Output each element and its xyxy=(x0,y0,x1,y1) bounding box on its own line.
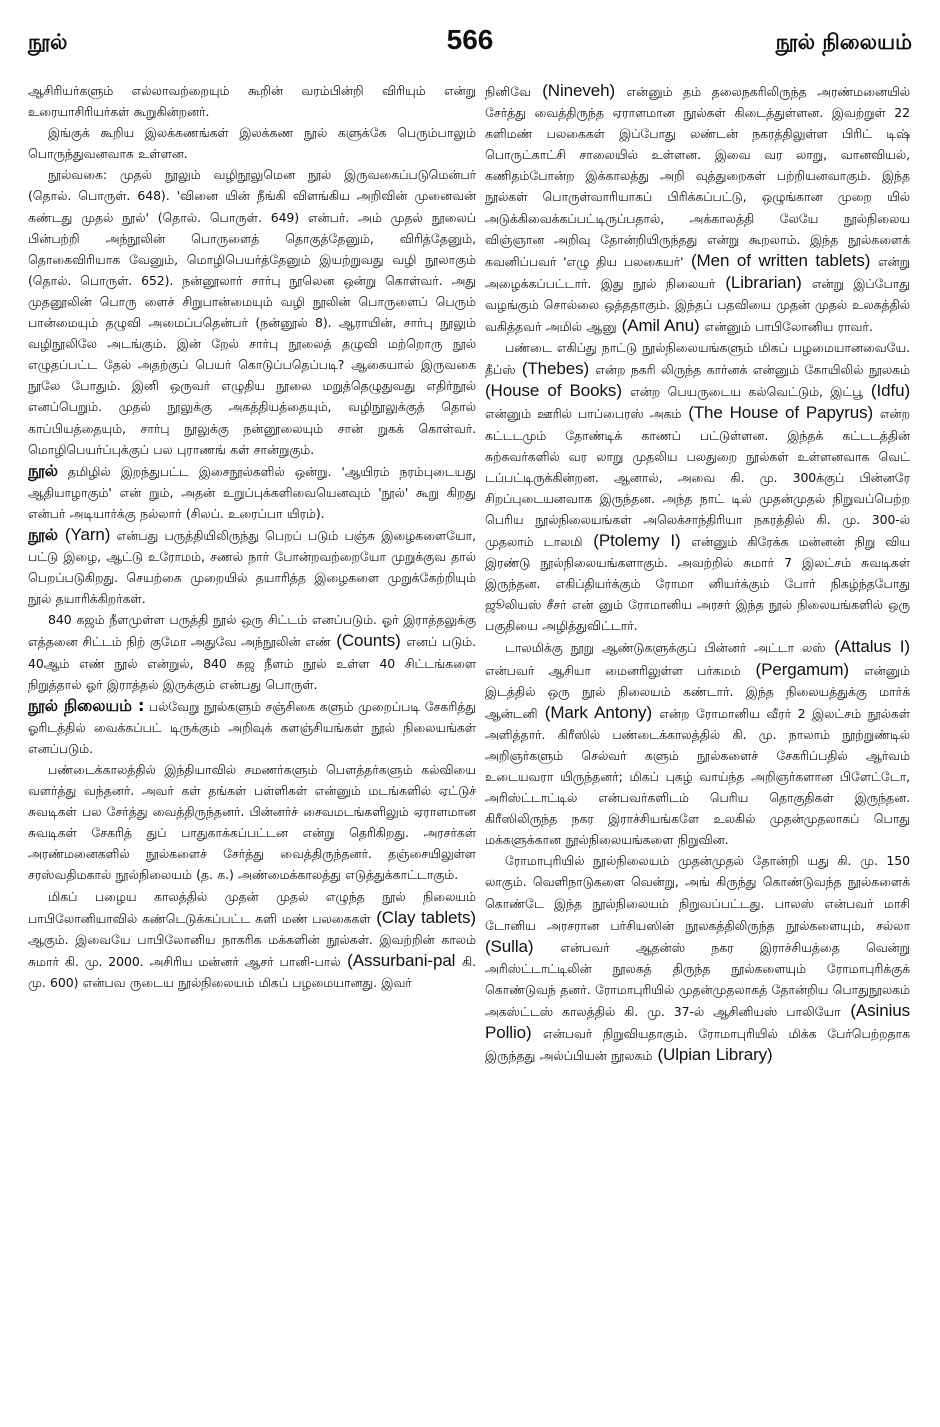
paragraph xyxy=(28,609,476,694)
paragraph: பண்டைக்காலத்தில் இந்தியாவில் சமணர்களும் பௌத்தர்களும் கல்வியை வளர்த்து வந்தனர். அவர் கள் தங்கள் பள்ளிகள் என்னும் மடங்களில் ஏட்டுச் சுவடிகள் பல சேர்த்து வைத்திருந்தனர். பின்னர்ச் சைவமடங்களிலும் ஏராளமான சுவடிகள் சேகரித் துப் பாதுகாக்கப்பட்டன என்று தெரிகிறது. அரசர்கள் அரண்மனைகளில் நூல்களைச் சேர்த்து வைத்திருந்தனர். தஞ்சையிலுள்ள சரஸ்வதிமகால் நூல்நிலையம் (த. க.) அண்மைக்காலத்து எடுத்துக்காட்டாகும். xyxy=(28,762,476,883)
text-run: என்ற கட்டடமும் தோண்டிக் காணப் பட்டுள்ளன. இந்தக் கட்டடத்தின் சுற்சுவர்களில் வர லாறு முதலிய பலதுறை நூல்கள் உள்ளனவாக வெட் டப்பட்டிருக்கின்றன. ஆனால், அவை கி. மு. 300க்குப் பின்னரே சிறப்புடையனவாக இருந்தன. அந்த நாட் டில் முதன்முதல் நிறுவப்பெற்ற பெரிய நூல்நிலையங்கள் அலெக்சாந்திரியா நகரத்தில் கி. மு. 300-ல் முதலாம் டாலமி xyxy=(485,406,910,549)
text-run: என்று இப்போது வழங்கும் சொல்லை ஒத்ததாகும். இந்தப் பதவியை முதன் முதல் உலகத்தில் வகித்தவர் அமில் ஆனு xyxy=(485,275,910,335)
text-run: நினிவே xyxy=(485,84,531,99)
latin-term: (Yarn) xyxy=(57,524,111,544)
latin-term: (Assurbani-pal xyxy=(340,950,462,970)
text-run: என்னும் ஊரில் பாப்பைரஸ் அகம் xyxy=(485,406,682,422)
paragraph: இங்குக் கூறிய இலக்கணங்கள் இலக்கண நூல் களுக்கே பெரும்பாலும் பொருந்துவனவாக உள்ளன. xyxy=(28,125,476,162)
text-run: 840 கஜம் நீளமுள்ள பருத்தி நூல் ஒரு சிட்டம் எனப்படும். ஓர் இராத்தலுக்கு எத்தனை சிட்டம் நிற் குமோ அதுவே அந்நூலின் எண் xyxy=(28,612,476,650)
latin-term: (Clay tablets) xyxy=(370,907,476,927)
text-run: என்பவர் நிறுவியதாகும். ரோமாபுரியில் மிக்க பேர்பெற்றதாக இருந்தது அல்ப்பியன் நூலகம் xyxy=(485,1026,910,1064)
latin-term: (Ptolemy I) xyxy=(582,530,692,550)
entry-headword: நூல் xyxy=(28,524,58,544)
latin-term: (House of Books) xyxy=(485,381,631,401)
text-run: கி. மு. 600) என்பவ ருடைய நூல்நிலையம் மிகப் பழமையானது. இவர் xyxy=(28,953,476,990)
text-run: என்ற ரோமானிய வீரர் 2 இலட்சம் நூல்கள் அளித்தார். கிரீஸில் பண்டைக்காலத்தில் கி. மு. நாலாம் நூற்றுண்டில் அறிஞர்களும் செல்வர் களும் நூல்களைச் சேகரிப்பதில் ஆர்வம் உடையவரா யிருந்தனர்; மிகப் புகழ் வாய்ந்த அறிஞர்களான பிளேட்டோ, அரிஸ்ட்டாட்டில் என்பவர்களிடம் பெரிய தொகுதிகள் இருந்தன. கிரீஸிலிருந்த நகர இராச்சியங்களே உலகில் முதன்முதலாகப் பொது மக்களுக்கான நூல்நிலையங்களை நிறுவின. xyxy=(485,705,910,848)
right-column xyxy=(485,80,910,1415)
entry-library xyxy=(28,695,476,759)
latin-term: (Men of written tablets) xyxy=(683,250,878,270)
latin-term: (Nineveh) xyxy=(530,81,627,100)
text-run: என்னும் தம் தலைநகரிலிருந்த அரண்மனையில் சேர்த்து வைத்திருந்த ஏராளமான நூல்கள் கிடைத்துள்ளன. இவற்றுள் 22 களிமண் பலகைகள் இப்போது லண்டன் நகரத்திலுள்ள பிரிட் டிஷ் பொருட்காட்சி சாலையில் உள்ளன. இவை வர லாறு, வானவியல், கணிதம்போன்ற இக்காலத்து அறி வுத்துறைகள் பற்றியனவாகும். இந்த நூல்கள் பொருள்வாரியாகப் பிரிக்கப்பட்டு, ஒழுங்கான முறை யில் அடுக்கிவைக்கப்பட்டிருப்பதால், அக்காலத்தி லேயே நூல்நிலைய விஞ்ஞான அறிவு தோன்றியிருந்தது என்று கூறலாம். இந்த நூல்களைக் கவனிப்பவர் 'எழு திய பலகையர்' xyxy=(485,84,910,269)
latin-term: (Asinius Pollio) xyxy=(485,1001,910,1043)
text-run: மிகப் பழைய காலத்தில் முதன் முதல் எழுந்த நூல் நிலையம் பாபிலோனியாவில் கண்டெடுக்கப்பட்ட களி மண் பலகைகள் xyxy=(28,888,476,926)
text-run: என்ற பெயருடைய கல்வெட்டும், இட்பூ xyxy=(630,384,863,400)
text-run: என்னும் கிரேக்க மன்னன் நிறு விய இரண்டு நூல்நிலையங்களாகும். அவற்றில் சுமார் 7 இலட்சம் சுவடிகள் இருந்தன. எகிப்தியர்க்கும் ரோமா னியர்க்கும் போர் நிகழ்ந்தபோது ஜூலியஸ் சீசர் என் னும் ரோமானிய அரசர் இந்த நூல் நிலையங்களில் ஒரு பகுதியை அழித்துவிட்டார். xyxy=(485,533,910,634)
text-run: எனப் படும். 40ஆம் எண் நூல் என்றுல், 840 கஜ நீளம் நூல் உள்ள 40 சிட்டங்களை நிறுத்தால் ஓர் இராத்தல் இருக்கும் என்பது பொருள். xyxy=(28,634,476,692)
latin-term: (Ulpian Library) xyxy=(652,1045,773,1065)
latin-term: (Sulla) xyxy=(485,936,561,956)
running-header xyxy=(28,22,912,58)
text-run: ரோமாபுரியில் நூல்நிலையம் முதன்முதல் தோன்றி யது கி. மு. 150 லாகும். வெளிநாடுகளை வென்று, அங் கிருந்து கொண்டுவந்த நூல்களைக் கொண்டே இந்த நூல்நிலையம் நிறுவப்பட்டது. பாலஸ் என்பவர் மாசி டோனிய அரசரான பர்சியஸின் நூலகத்திலிருந்த நூல்களையும், சல்லா xyxy=(485,853,910,933)
left-column xyxy=(28,80,476,1415)
text-run: ஆகும். இவையே பாபிலோனிய நாகரிக மக்களின் நூல்கள். இவற்றின் காலம் சுமார் கி. மு. 2000. அசிரிய மன்னர் ஆசர் பானி-பால் xyxy=(28,931,476,969)
latin-term: (Librarian) xyxy=(715,272,812,292)
latin-term: (Idfu) xyxy=(862,381,910,401)
latin-term: (Mark Antony) xyxy=(537,702,660,722)
latin-term: (Attalus I) xyxy=(825,637,910,657)
entry-nool-music xyxy=(28,460,476,524)
right-running-head: நூல் நிலையம் xyxy=(775,30,912,54)
left-running-head: நூல் xyxy=(28,30,68,54)
entry-headword: நூல் நிலையம் : xyxy=(28,695,145,715)
text-run: என்னும் பாபிலோனிய ராவர். xyxy=(704,319,873,335)
entry-nool-yarn xyxy=(28,524,476,609)
text-run: என்று அழைக்கப்பட்டார். இது நூல் நிலையர் xyxy=(485,253,910,291)
text-run: என்னும் இடத்தில் ஒரு நூல் நிலையம் கண்டார். இந்த நிலையத்துக்கு மார்க் ஆன்டனி xyxy=(485,662,910,721)
paragraph: நூல்வகை: முதல் நூலும் வழிநூலுமென நூல் இருவகைப்படுமென்பர் (தொல். பொருள். 648). 'வினை யின் நீங்கி விளங்கிய அறிவின் முனைவன் கண்டது முதல் நூல்' (தொல். பொருள். 649) என்பர். அம் முதல் நூலைப் பின்பற்றி அந்நூலின் பொருளைத் தொகுத்தேனும், விரித்தேனும், தொகைவிரியாக வேனும், மொழிபெயர்த்தேனும் இயற்றுவது வழி நூலாகும் (தொல். பொருள். 652). நன்னூலார் சார்பு நூலென ஒன்று கொள்வர். அது முதனூலின் பொரு ளைச் சிறுபான்மையும் வழி நூலின் பொருளைப் பெரும் பான்மையும் தழுவி அமைப்பதென்பர் (நன்னூல் 8). ஆராயின், சார்பு நூலும் வழிநூலிலே அடங்கும். இன் றேல் சார்பு நூலைத் தழுவி மற்றொரு நூல் எழுதப்பட்ட தேல் அதற்குப் பெயர் கொடுப்பதெப்படி? ஆகையால் இருவகை நூலே போதும். இனி ஒருவர் எழுதிய நூலை மறுத்தெழுதுவது எதிர்நூல் எனப்பெறும். முதல் நூலுக்கு அகத்தியத்தையும், வழிநூலுக்குத் தொல் காப்பியத்தையும், சார்பு நூலுக்கு நன்னூலையும் சான் றுகக் கொள்வர். மொழிபெயர்ப்புக்குப் பல புராணங் கள் சான்றுகும். xyxy=(28,167,476,457)
latin-term: (Pergamum) xyxy=(740,659,864,679)
latin-term: (Counts) xyxy=(330,631,407,651)
page-number: 566 xyxy=(446,24,494,55)
entry-headword: நூல் xyxy=(28,460,58,480)
entry-body: பல்வேறு நூல்களும் சஞ்சிகை களும் முறைப்படி சேகரித்து ஓரிடத்தில் வைக்கப்பட் டிருக்கும் அறிவுக் களஞ்சியங்கள் நூல் நிலையங்கள் எனப்படும். xyxy=(28,698,476,756)
latin-term: (The House of Papyrus) xyxy=(681,403,880,423)
text-run: என்ற நகரி லிருந்த கார்னக் என்னும் கோயிலில் நூலகம் xyxy=(595,362,910,378)
latin-term: (Amil Anu) xyxy=(616,316,705,336)
paragraph xyxy=(28,886,476,993)
paragraph xyxy=(485,80,910,337)
text-run: என்பவர் ஆசியா மைனரிலுள்ள பர்கமம் xyxy=(485,662,741,678)
entry-body: என்பது பருத்தியிலிருந்து பெறப் படும் பஞ்சு இழைகளையோ, பட்டு இழை, ஆட்டு உரோமம், சணல் நார் போன்றவற்றையோ முறுக்குவ தால் பெறப்படுகிறது. செயற்கை முறையில் தயாரித்த இழைகளை முறுக்கேற்றியும் நூல் தயாரிக்கிறர்கள். xyxy=(28,527,476,607)
paragraph: ஆசிரியர்களும் எல்லாவற்றையும் கூறின் வரம்பின்றி விரியும் என்று உரையாசிரியர்கள் கூறுகின்றனர். xyxy=(28,83,476,120)
paragraph xyxy=(485,636,910,850)
paragraph xyxy=(485,337,910,636)
latin-term: (Thebes) xyxy=(515,359,596,379)
text-run: என்பவர் ஆதன்ஸ் நகர இராச்சியத்தை வென்று அரிஸ்ட்டாட்டிலின் நூலகத் திருந்த நூல்களையும் ரோமாபுரிக்குக் கொண்டுவந் தனர். ரோமாபுரியில் முதன்முதலாகத் தோன்றிய பொதுநூலகம் அகஸ்ட்டஸ் காலத்தில் கி. மு. 37-ல் ஆசினியஸ் பாலியோ xyxy=(485,939,910,1020)
paragraph xyxy=(485,850,910,1066)
text-run: டாலமிக்கு நூறு ஆண்டுகளுக்குப் பின்னர் அட்டா லஸ் xyxy=(505,640,826,656)
entry-body: தமிழில் இறந்துபட்ட இசைநூல்களில் ஒன்று. 'ஆயிரம் நரம்புடையது ஆதியாழாகும்' என் றும், அதன் உறுப்புக்களிவையெனவும் 'நூல்' கூறு கிறது என்பர் அடியார்க்கு நல்லார் (சிலப். உரைப்பா யிரம்). xyxy=(28,463,476,521)
text-run: பண்டை எகிப்து நாட்டு நூல்நிலையங்களும் மிகப் பழமையானவையே. தீப்ஸ் xyxy=(485,340,910,378)
